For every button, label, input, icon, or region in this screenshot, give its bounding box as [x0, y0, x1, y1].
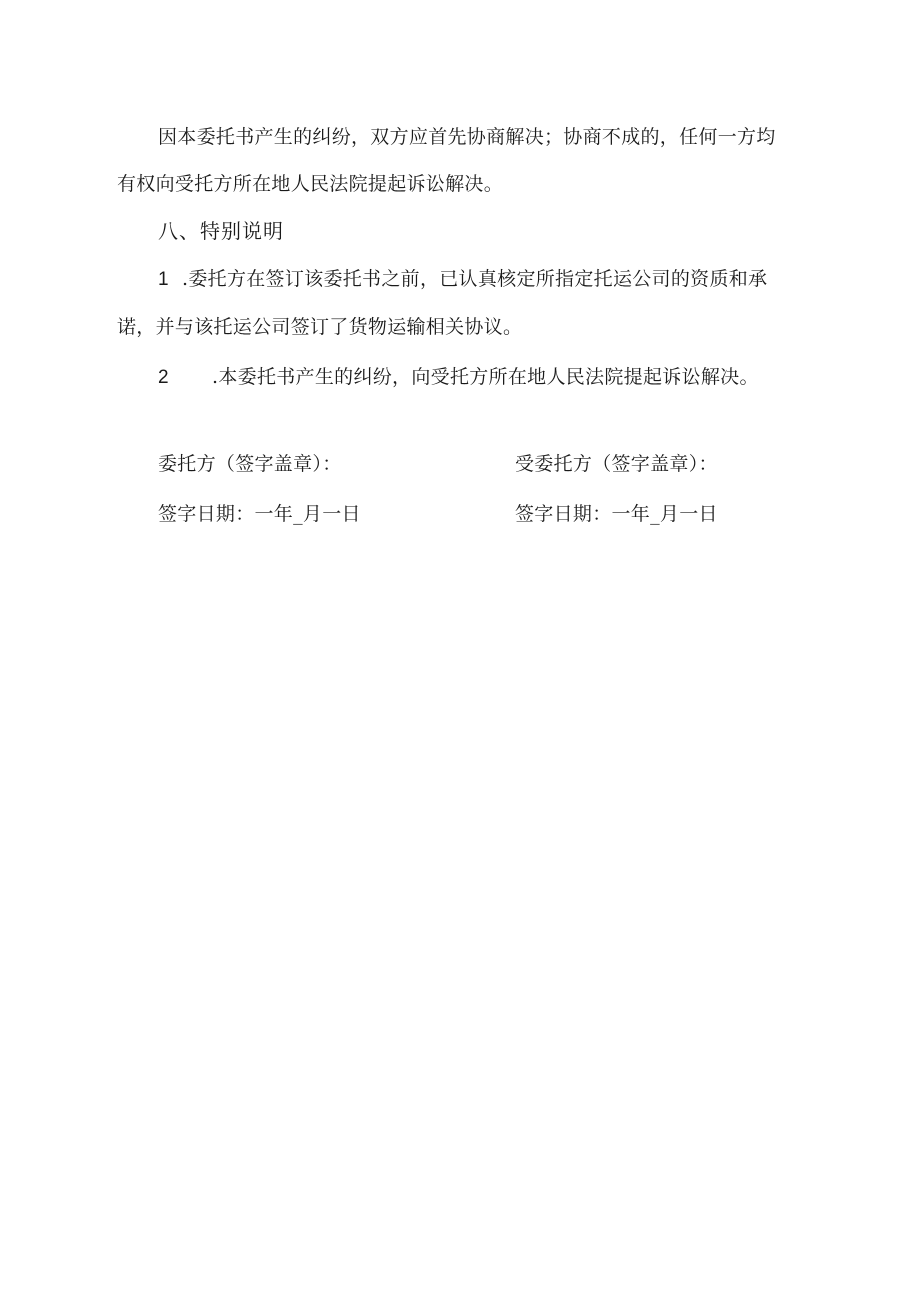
- section-heading-special-notes: 八、特别说明: [158, 219, 284, 243]
- item-text: .本委托书产生的纠纷，向受托方所在地人民法院提起诉讼解决。: [212, 366, 759, 388]
- item-text: .委托方在签订该委托书之前，已认真核定所指定托运公司的资质和承: [182, 268, 768, 290]
- agent-signature-date: 签字日期：一年_月一日: [515, 503, 718, 525]
- client-signature-date: 签字日期：一年_月一日: [158, 503, 361, 525]
- dispute-paragraph-line-2: 有权向受托方所在地人民法院提起诉讼解决。: [117, 173, 504, 195]
- agent-signature-label: 受委托方（签字盖章）：: [515, 453, 718, 475]
- special-note-item-2: [158, 365, 759, 390]
- special-note-item-1-line-1: [158, 267, 767, 292]
- item-number: 1: [158, 269, 169, 290]
- dispute-paragraph-line-1: 因本委托书产生的纠纷，双方应首先协商解决；协商不成的，任何一方均: [158, 126, 776, 148]
- client-signature-label: 委托方（签字盖章）：: [158, 453, 342, 475]
- item-number: 2: [158, 367, 169, 388]
- special-note-item-1-line-2: 诺，并与该托运公司签订了货物运输相关协议。: [117, 316, 523, 338]
